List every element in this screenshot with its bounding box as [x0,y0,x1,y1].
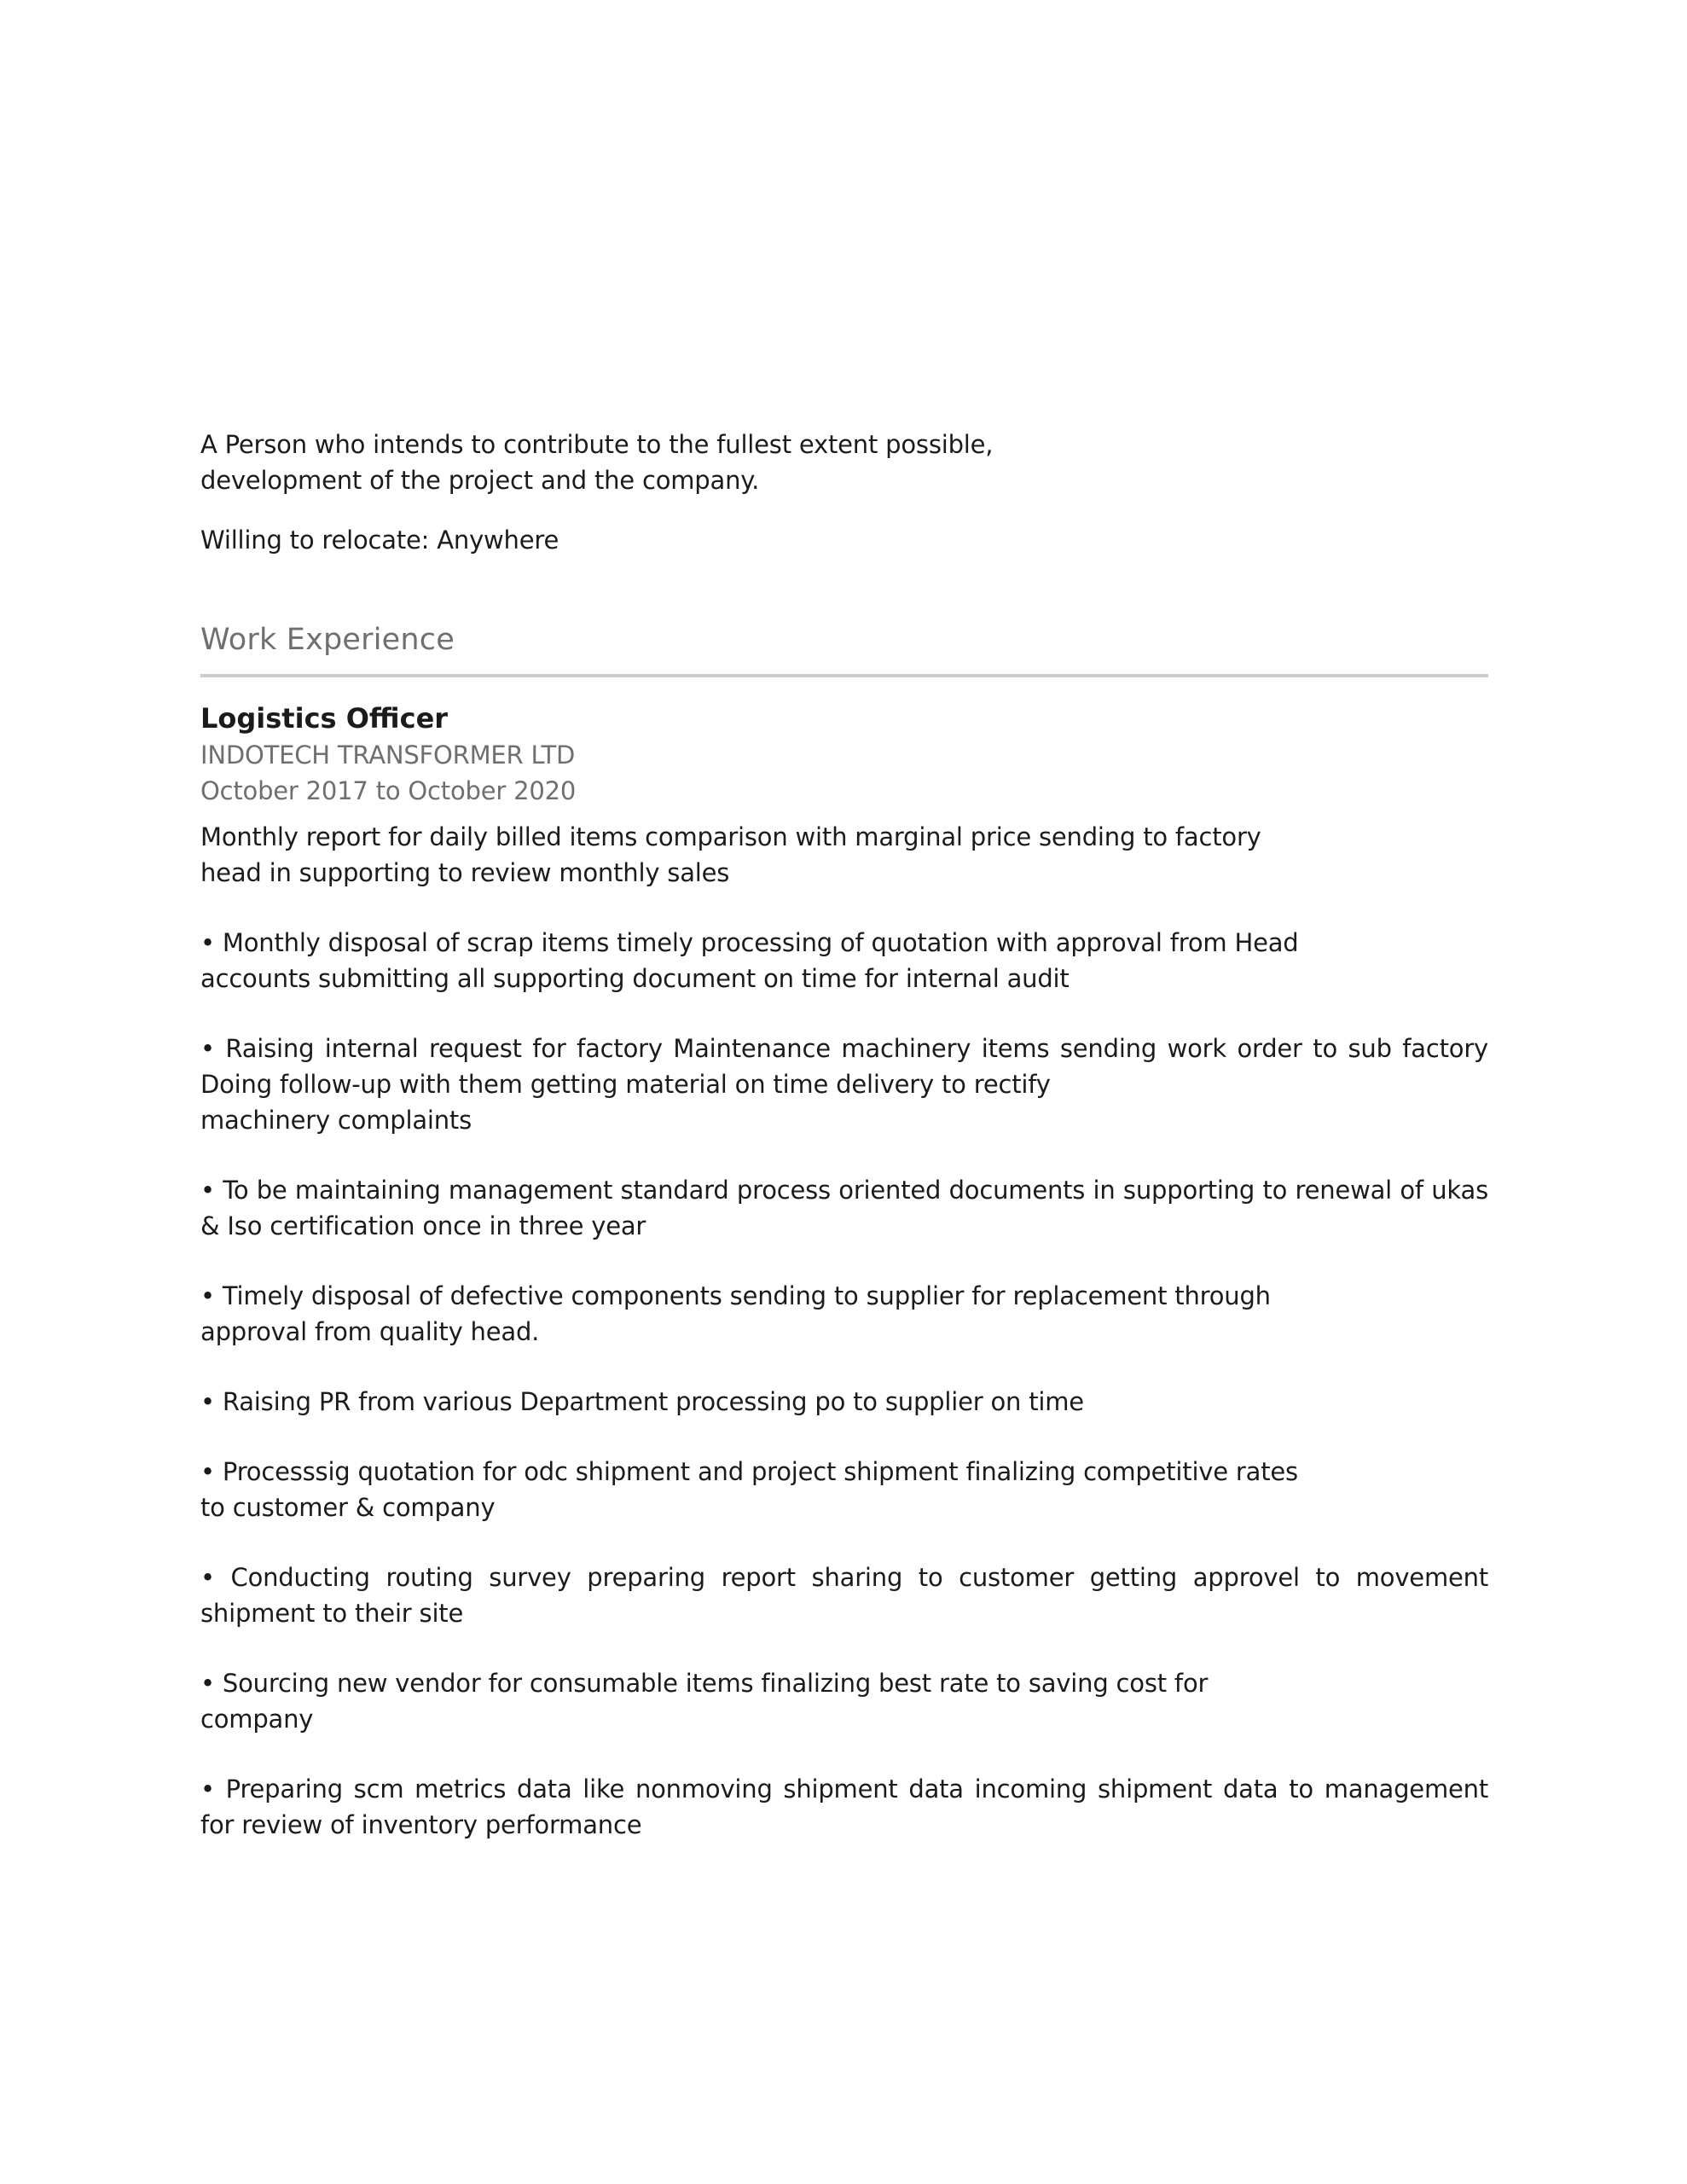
job-paragraph [200,1560,1488,1631]
job-paragraph [200,1172,1488,1244]
text-line: machinery complaints [200,1106,472,1135]
job-paragraph [200,1771,1488,1843]
text-line: approval from quality head. [200,1317,540,1346]
text-line: Monthly report for daily billed items comparison with marginal price sending to factory [200,822,1261,851]
job-paragraph [200,1278,1488,1350]
job-company: INDOTECH TRANSFORMER LTD [200,741,576,770]
text-line: • Sourcing new vendor for consumable items finalizing best rate to saving cost for [200,1669,1209,1698]
job-paragraph [200,1665,1488,1737]
text-line: to customer & company [200,1493,496,1522]
text-line: • Processsig quotation for odc shipment and project shipment finalizing competitive rates [200,1457,1298,1486]
section-divider [200,674,1488,677]
job-description [200,819,1488,1843]
text-line: • To be maintaining management standard process oriented documents in supporting to renewal of ukas [200,1176,1488,1205]
relocation-note [200,522,1488,558]
text-line: development of the project and the company. [200,466,760,495]
job-paragraph [200,819,1488,891]
section-title-work-experience: Work Experience [200,623,455,657]
text-line: accounts submitting all supporting document on time for internal audit [200,964,1070,993]
text-line: Willing to relocate: Anywhere [200,526,559,555]
text-line: head in supporting to review monthly sales [200,858,730,887]
text-line: shipment to their site [200,1599,464,1628]
job-paragraph [200,1454,1488,1525]
job-paragraph [200,925,1488,996]
job-paragraph [200,1384,1488,1420]
text-line: • Monthly disposal of scrap items timely processing of quotation with approval from Head [200,928,1299,957]
text-line: Doing follow-up with them getting material on time delivery to rectify [200,1070,1051,1099]
text-line: • Conducting routing survey preparing report sharing to customer getting approvel to movement [200,1563,1488,1592]
objective-paragraph [200,427,1488,498]
job-dates: October 2017 to October 2020 [200,776,577,805]
text-line: A Person who intends to contribute to the fullest extent possible, [200,430,994,459]
text-line: • Preparing scm metrics data like nonmoving shipment data incoming shipment data to management [200,1774,1488,1804]
job-paragraph [200,1031,1488,1138]
text-line: & Iso certification once in three year [200,1211,646,1240]
text-line: for review of inventory performance [200,1810,642,1839]
text-line: • Raising PR from various Department processing po to supplier on time [200,1387,1084,1416]
job-title: Logistics Officer [200,702,449,735]
text-line: company [200,1705,314,1734]
text-line: • Raising internal request for factory Maintenance machinery items sending work order to sub factory [200,1034,1488,1063]
text-line: • Timely disposal of defective components sending to supplier for replacement through [200,1281,1271,1310]
